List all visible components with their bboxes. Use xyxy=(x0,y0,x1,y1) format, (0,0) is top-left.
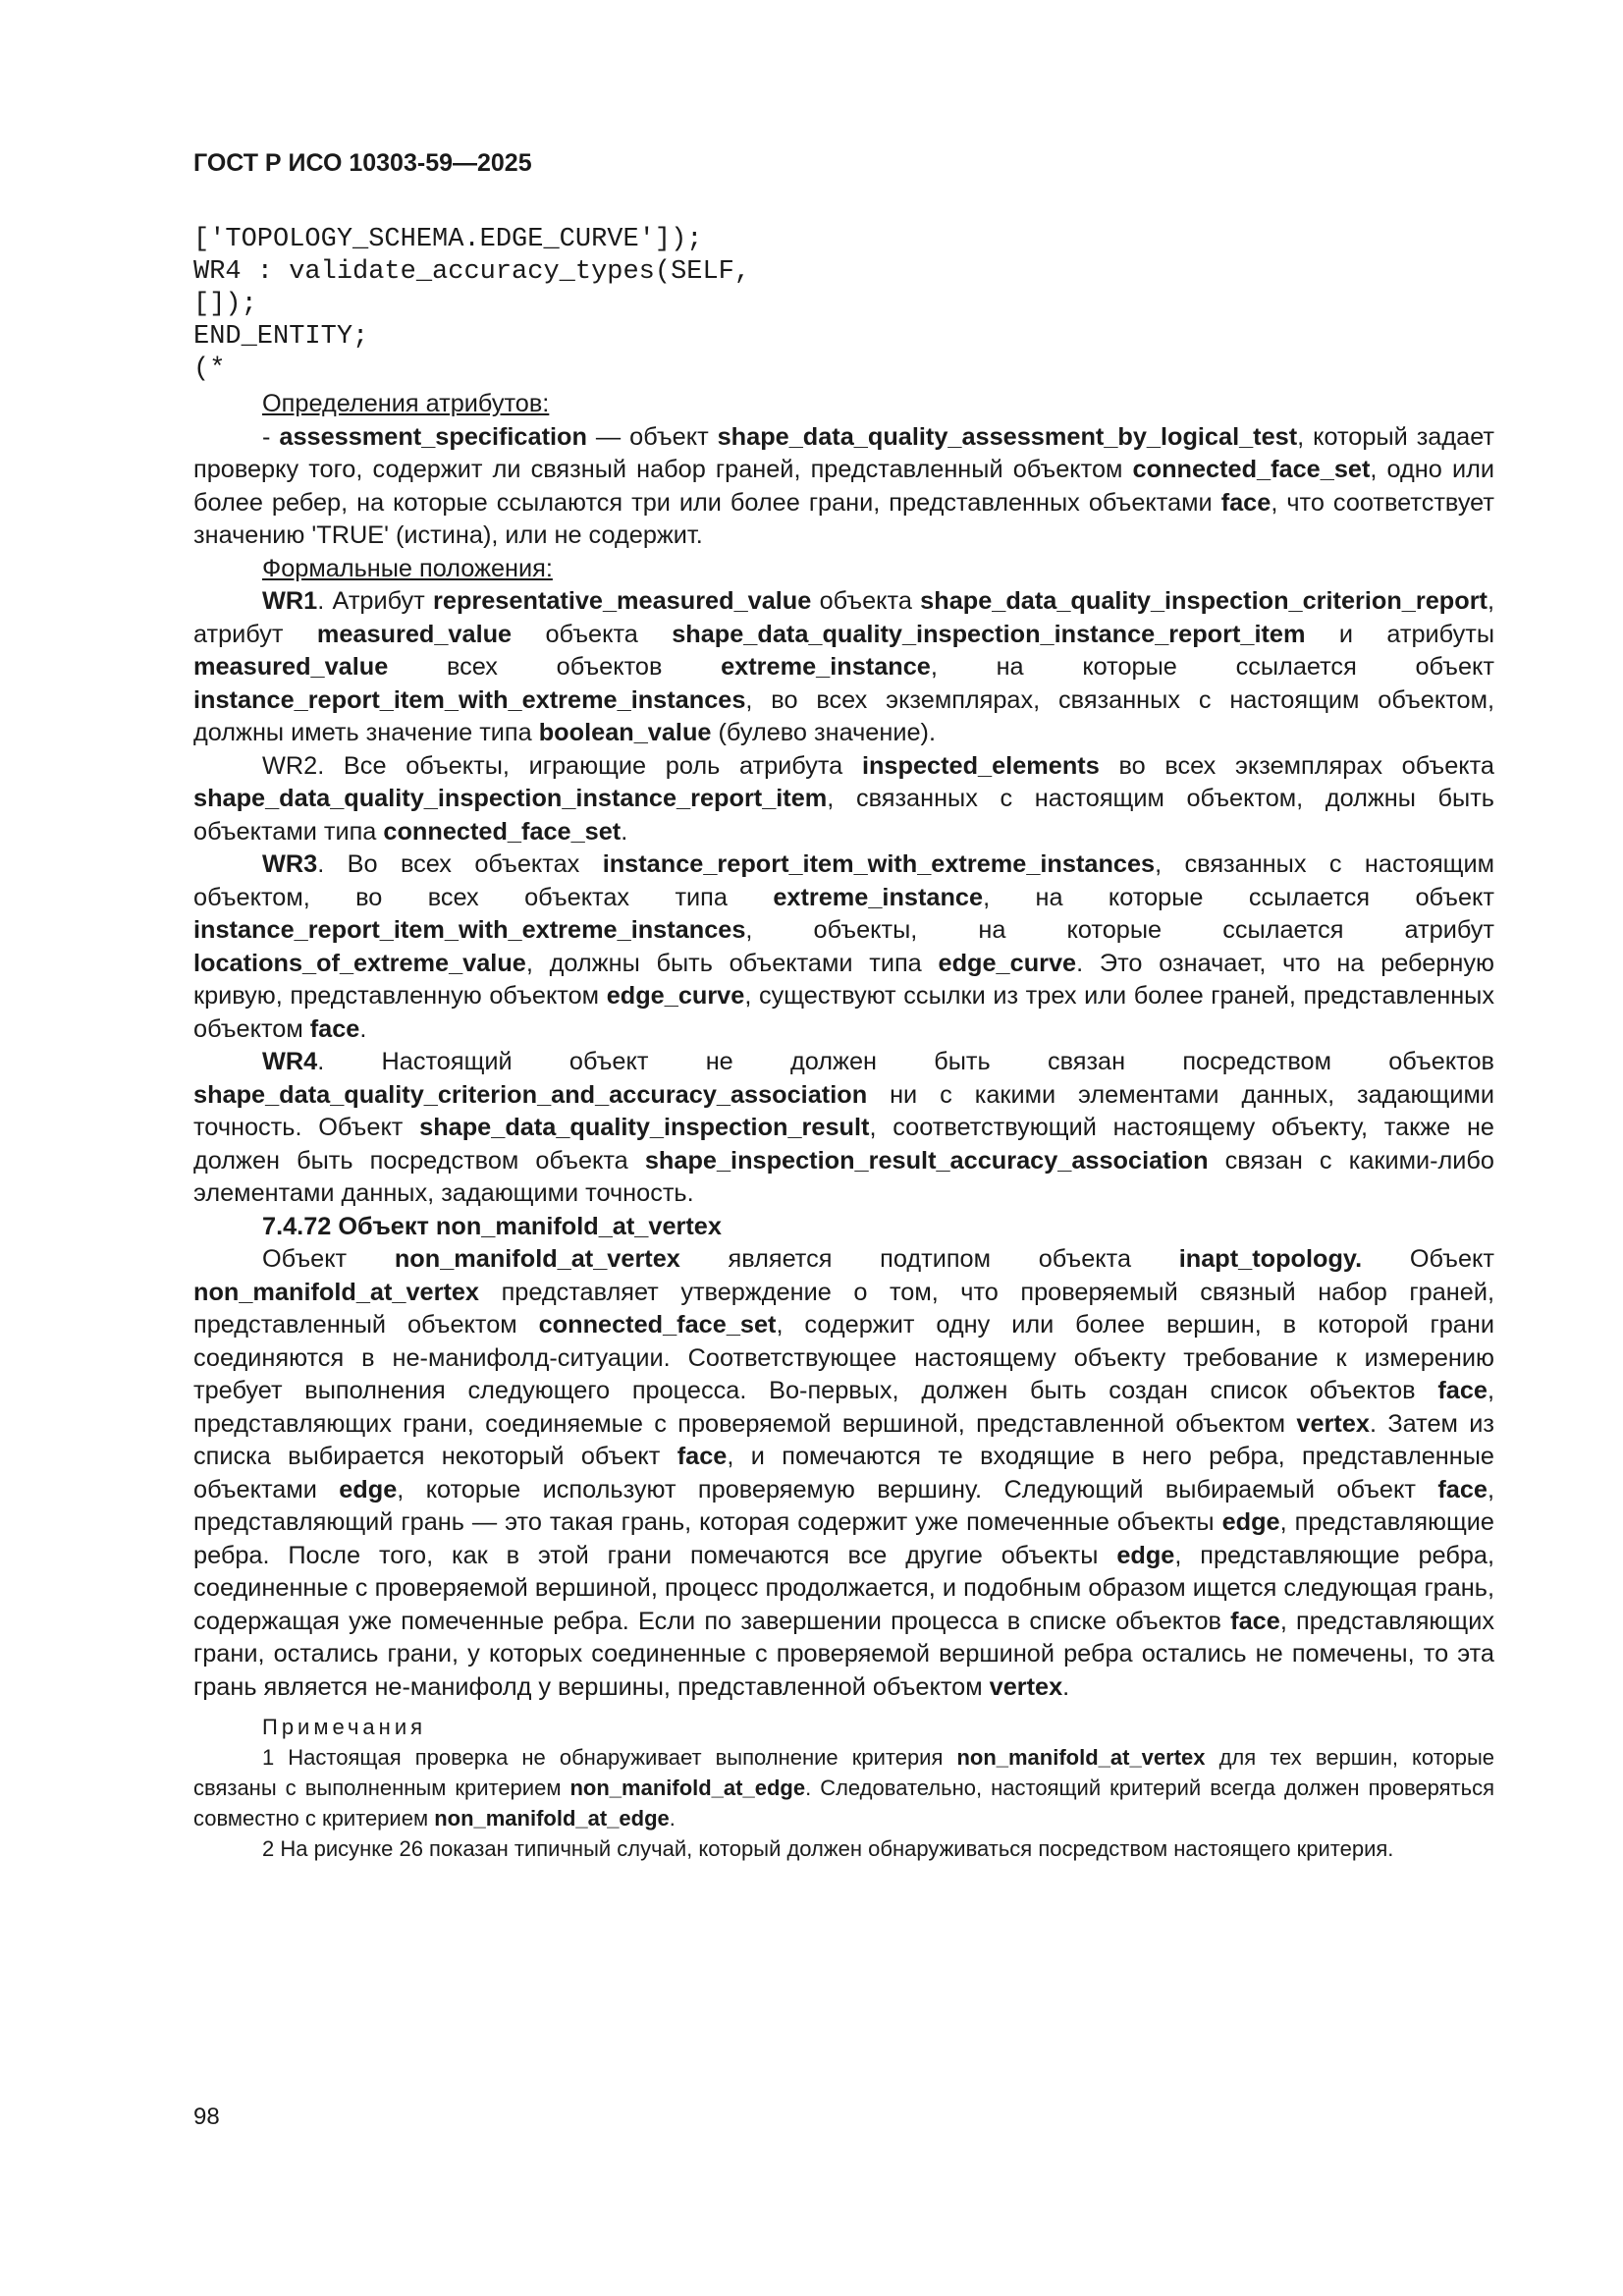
section-heading: 7.4.72 Объект non_manifold_at_vertex xyxy=(262,1212,722,1240)
page-number: 98 xyxy=(193,2104,220,2130)
note-2: 2 На рисунке 26 показан типичный случай, который должен обнаруживаться посредством настоящего критерия. xyxy=(262,1836,1394,1861)
formal-heading: Формальные положения: xyxy=(262,554,553,582)
code-line: END_ENTITY; xyxy=(193,322,369,352)
rule-wr4: WR4. Настоящий объект не должен быть связан посредством объектов shape_data_quality_criterion_and_accuracy_association ни с какими элементами данных, задающими точность. Объект shape_data_quality_inspection_result, соответствующий настоящему объекту, также не должен быть посредством объекта shape_inspection_result_accuracy_association связан с какими-либо элементами данных, задающими точность. xyxy=(193,1048,1494,1207)
code-block xyxy=(193,224,750,386)
attributes-heading: Определения атрибутов: xyxy=(262,390,550,417)
code-line: (* xyxy=(193,355,226,384)
attribute-definition: - assessment_specification — объект shape_data_quality_assessment_by_logical_test, который задает проверку того, содержит ли связный набор граней, представленный объектом connected_face_set, одно или более ребер, на которые ссылаются три или более грани, представленных объектами face, что соответствует значению 'TRUE' (истина), или не содержит. xyxy=(193,422,1495,549)
code-line: []); xyxy=(193,290,257,319)
code-line: WR4 : validate_accuracy_types(SELF, xyxy=(193,257,751,287)
rule-wr2: WR2. Все объекты, играющие роль атрибута inspected_elements во всех экземплярах объекта shape_data_quality_inspection_instance_report_item, связанных с настоящим объектом, должны быть объектами типа connected_face_set. xyxy=(193,751,1494,846)
document-header: ГОСТ Р ИСО 10303-59—2025 xyxy=(193,149,532,177)
notes-block xyxy=(193,1712,1494,1864)
notes-title: Примечания xyxy=(262,1715,427,1739)
code-line: ['TOPOLOGY_SCHEMA.EDGE_CURVE']); xyxy=(193,225,703,254)
note-1: 1 Настоящая проверка не обнаруживает выполнение критерия non_manifold_at_vertex для тех вершин, которые связаны с выполненным критерием non_manifold_at_edge. Следовательно, настоящий критерий всегда должен проверяться совместно с критерием non_manifold_at_edge. xyxy=(193,1745,1494,1831)
section-paragraph: Объект non_manifold_at_vertex является подтипом объекта inapt_topology. Объект non_manifold_at_vertex представляет утверждение о том, что проверяемый связный набор граней, представленный объектом connected_face_set, содержит одну или более вершин, в которой грани соединяются в не-манифолд-ситуации. Соответствующее настоящему объекту требование к измерению требует выполнения следующего процесса. Во-первых, должен быть создан список объектов face, представляющих грани, соединяемые с проверяемой вершиной, представленной объектом vertex. Затем из списка выбирается некоторый объект face, и помечаются те входящие в него ребра, представленные объектами edge, которые используют проверяемую вершину. Следующий выбираемый объект face, представляющий грань — это такая грань, которая содержит уже помеченные объекты edge, представляющие ребра. После того, как в этой грани помечаются все другие объекты edge, представляющие ребра, соединенные с проверяемой вершиной, процесс продолжается, и подобным образом ищется следующая грань, содержащая уже помеченные ребра. Если по завершении процесса в списке объектов face, представляющих грани, остались грани, у которых соединенные с проверяемой вершиной ребра остались не помечены, то эта грань является не-манифолд у вершины, представленной объектом vertex. xyxy=(193,1245,1494,1701)
rule-wr1: WR1. Атрибут representative_measured_value объекта shape_data_quality_inspection_criterion_report, атрибут measured_value объекта shape_data_quality_inspection_instance_report_item и атрибуты measured_value всех объектов extreme_instance, на которые ссылается объект instance_report_item_with_extreme_instances, во всех экземплярах, связанных с настоящим объектом, должны иметь значение типа boolean_value (булево значение). xyxy=(193,587,1494,746)
rule-wr3: WR3. Во всех объектах instance_report_item_with_extreme_instances, связанных с настоящим объектом, во всех объектах типа extreme_instance, на которые ссылается объект instance_report_item_with_extreme_instances, объекты, на которые ссылается атрибут locations_of_extreme_value, должны быть объектами типа edge_curve. Это означает, что на реберную кривую, представленную объектом edge_curve, существуют ссылки из трех или более граней, представленных объектом face. xyxy=(193,850,1495,1043)
main-content xyxy=(193,388,1494,1864)
